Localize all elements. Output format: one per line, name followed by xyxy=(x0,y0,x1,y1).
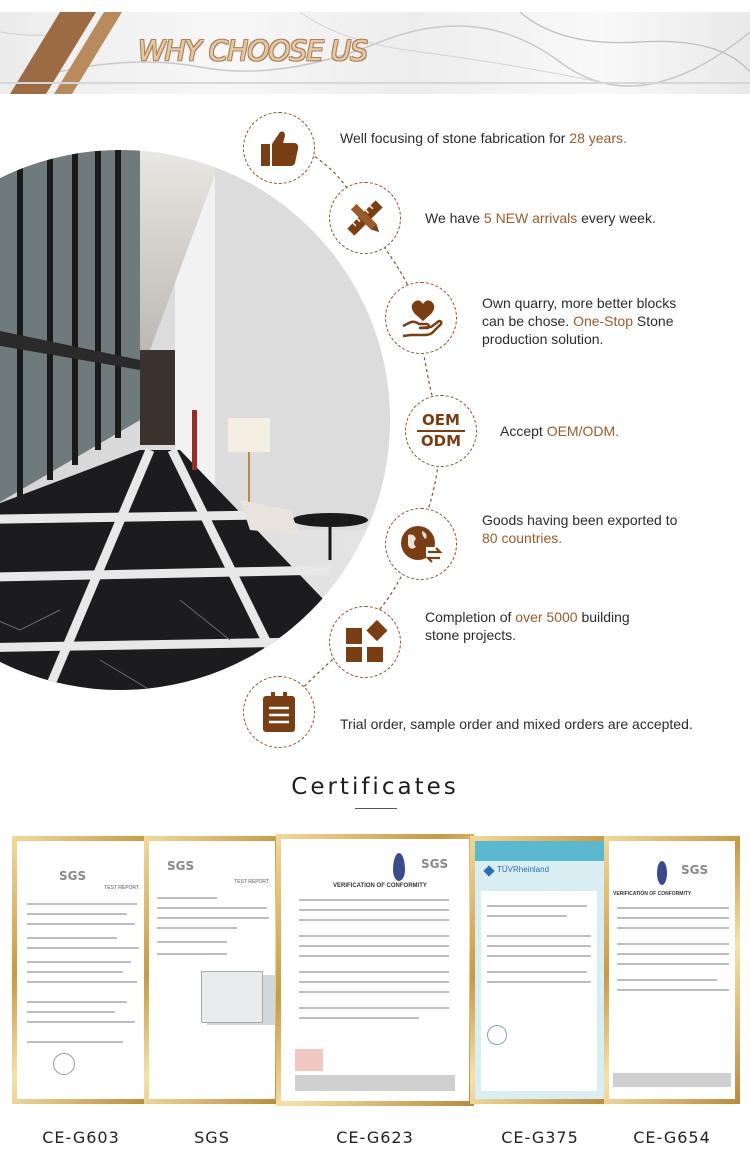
certificate-document xyxy=(475,841,605,1099)
sgs-logo: SGS xyxy=(421,857,449,871)
title-underline xyxy=(355,808,397,809)
feature-icon-2 xyxy=(329,182,401,254)
feature-icon-4 xyxy=(405,395,477,467)
pencil-ruler-icon xyxy=(343,196,387,240)
feature-text-3: Own quarry, more better blocks can be chose. One-Stop Stone production solution. xyxy=(482,295,677,347)
feature-icon-7 xyxy=(243,676,315,748)
feature-icon-5 xyxy=(385,508,457,580)
feature-text-5: Goods having been exported to 80 countries. xyxy=(482,512,678,546)
globe-export-icon xyxy=(398,521,444,567)
blocks-icon xyxy=(343,620,387,664)
oem-odm-icon: OEM ODM xyxy=(417,412,465,450)
certificate-caption-2: SGS xyxy=(194,1128,230,1147)
certificate-caption-1: CE-G603 xyxy=(42,1128,120,1147)
certificate-4 xyxy=(470,836,610,1104)
certificate-caption-5: CE-G654 xyxy=(633,1128,711,1147)
bird-logo xyxy=(657,861,667,885)
feature-text-4: Accept OEM/ODM. xyxy=(500,423,620,439)
feature-icon-3 xyxy=(385,282,457,354)
feature-text-2: We have 5 NEW arrivals every week. xyxy=(425,210,656,226)
feature-text-7: Trial order, sample order and mixed orders are accepted. xyxy=(340,716,693,732)
bird-logo xyxy=(393,853,405,881)
certificate-document: SGS TEST REPORT xyxy=(149,841,275,1099)
feature-icon-1 xyxy=(243,112,315,184)
certificate-caption-3: CE-G623 xyxy=(336,1128,414,1147)
feature-text-6: Completion of over 5000 building stone projects. xyxy=(425,609,630,643)
page-title: WHY CHOOSE US xyxy=(138,34,368,67)
certificate-document: SGS VERIFICATION OF CONFORMITY xyxy=(281,839,469,1101)
certificate-1 xyxy=(12,836,150,1104)
sgs-logo: SGS xyxy=(59,869,87,883)
certificate-caption-4: CE-G375 xyxy=(501,1128,579,1147)
certificate-document: SGS TEST REPORT xyxy=(17,841,145,1099)
certificate-5 xyxy=(604,836,740,1104)
tuv-logo: TÜVRheinland xyxy=(497,865,550,874)
thumbs-up-icon xyxy=(257,126,301,170)
certificate-document: SGS VERIFICATION OF CONFORMITY xyxy=(609,841,735,1099)
sgs-logo: SGS xyxy=(167,859,195,873)
feature-text-1: Well focusing of stone fabrication for 28 years. xyxy=(340,130,627,146)
certificates-title: Certificates xyxy=(291,774,459,800)
feature-icon-6 xyxy=(329,606,401,678)
certificate-2 xyxy=(144,836,280,1104)
certificate-3 xyxy=(276,834,474,1106)
sgs-logo: SGS xyxy=(681,863,709,877)
heart-hand-icon xyxy=(399,296,443,340)
clipboard-icon xyxy=(257,690,301,734)
